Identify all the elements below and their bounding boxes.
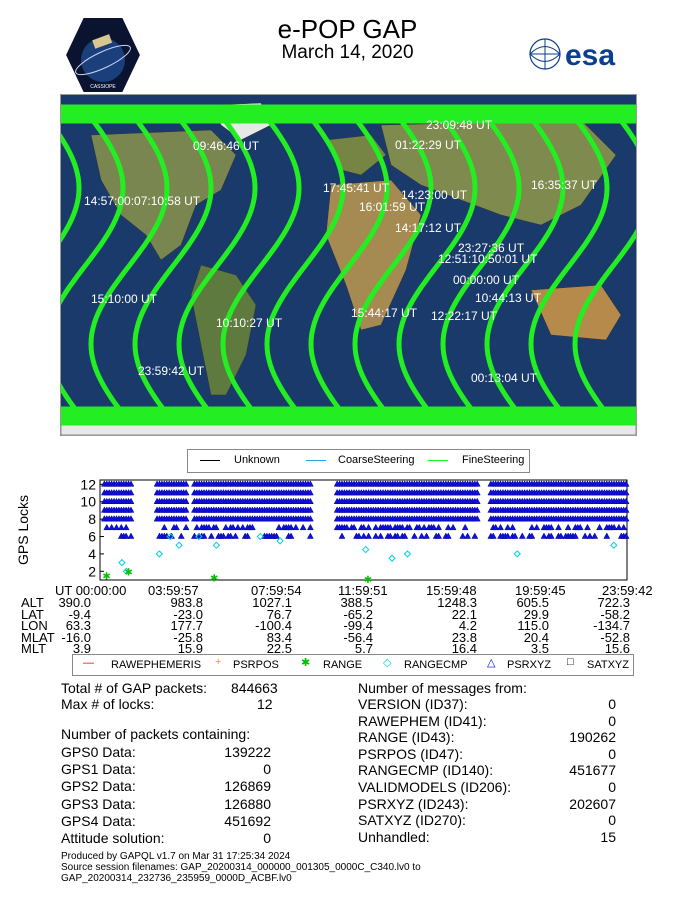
message-type-label: Unhandled: <box>358 828 430 845</box>
message-type-label: RAWEPHEM (ID41): <box>358 712 487 729</box>
psrxyz-point <box>128 533 134 539</box>
legend-line-fine <box>428 460 448 461</box>
message-type-value: 0 <box>608 812 616 829</box>
psrxyz-point <box>307 533 313 539</box>
table-row-label: MLAT <box>21 629 55 645</box>
mission-logo <box>63 15 143 95</box>
packet-type-label: GPS2 Data: <box>61 778 136 795</box>
psrxyz-point <box>565 524 571 530</box>
table-cell: 605.5 <box>516 595 549 610</box>
legend-label-fine: FineSteering <box>462 454 525 466</box>
rangecmp-marker: ◇ <box>383 657 392 669</box>
psrxyz-point <box>510 524 516 530</box>
message-type-label: VALIDMODELS (ID206): <box>358 779 512 795</box>
table-cell: -134.7 <box>593 618 630 633</box>
message-type-value: 0 <box>608 779 616 795</box>
track-time-label: 23:27:36 UT <box>458 241 525 255</box>
table-cell: 29.9 <box>523 606 549 622</box>
psrxyz-point <box>424 533 430 539</box>
message-type-label: SATXYZ (ID270): <box>358 812 466 829</box>
legend2-label-rawephemeris: RAWEPHEMERIS <box>111 659 202 671</box>
gps-locks-chart <box>0 475 695 585</box>
table-cell: 388.5 <box>340 595 373 610</box>
steering-legend <box>187 449 530 473</box>
table-cell: -100.4 <box>255 618 292 633</box>
table-cell: -52.8 <box>600 629 630 645</box>
y-tick-label: 6 <box>88 528 96 545</box>
psrxyz-point <box>161 524 167 530</box>
table-cell: 3.9 <box>72 641 91 656</box>
table-cell: 23.8 <box>451 629 477 645</box>
ground-track-band-north <box>61 107 636 121</box>
psrxyz-point <box>592 533 598 539</box>
track-time-label: 23:09:48 UT <box>426 118 493 132</box>
table-cell: -99.4 <box>343 618 373 633</box>
track-time-label: 10:10:27 UT <box>216 316 283 330</box>
ground-track-map <box>60 94 637 436</box>
total-packets-value: 844663 <box>231 680 278 696</box>
rangecmp-point <box>389 555 395 561</box>
footer-produced-by: Produced by GAPQL v1.7 on Mar 31 17:25:34 2024 <box>61 851 291 862</box>
right-stats <box>358 680 618 845</box>
track-time-label: 10:44:13 UT <box>475 291 542 305</box>
psrxyz-point <box>597 524 603 530</box>
message-type-value: 0 <box>608 745 616 762</box>
table-cell: 722.3 <box>597 595 630 610</box>
table-cell: -65.2 <box>343 606 373 622</box>
psrxyz-point <box>366 533 372 539</box>
table-cell: 83.4 <box>266 629 292 645</box>
message-legend <box>72 654 634 676</box>
containing-heading: Number of packets containing: <box>61 726 251 742</box>
table-cell: -9.4 <box>68 606 91 622</box>
psrxyz-point <box>366 524 372 530</box>
satxyz-marker: □ <box>567 656 574 668</box>
packet-type-value: 126869 <box>224 778 271 795</box>
psrxyz-point <box>604 533 610 539</box>
message-type-label: PSRXYZ (ID243): <box>358 795 469 812</box>
gps-points <box>101 481 629 585</box>
track-time-label: 16:01:59 UT <box>359 200 426 214</box>
table-cell: 22.1 <box>451 606 477 622</box>
packet-type-label: Attitude solution: <box>61 830 165 846</box>
packet-type-label: GPS0 Data: <box>61 744 136 760</box>
psrxyz-point <box>123 524 129 530</box>
track-time-label: 00:13:04 UT <box>471 371 538 385</box>
table-cell: 390.0 <box>58 595 91 610</box>
psrxyz-point <box>465 533 471 539</box>
table-cell: 1027.1 <box>252 595 292 610</box>
legend2-label-rangecmp: RANGECMP <box>404 659 468 671</box>
table-cell: 15.6 <box>604 641 630 656</box>
range-point: ✱ <box>209 573 219 585</box>
total-packets-label: Total # of GAP packets: <box>61 680 208 696</box>
y-axis-label: GPS Locks <box>15 494 31 566</box>
psrxyz-point <box>621 524 627 530</box>
time-1: 03:59:57 <box>148 583 199 598</box>
message-type-label: PSRPOS (ID47): <box>358 745 464 762</box>
table-cell: -25.8 <box>173 629 203 645</box>
psrxyz-point <box>584 524 590 530</box>
message-type-label: VERSION (ID37): <box>358 696 468 712</box>
table-row-label: LAT <box>21 606 44 622</box>
table-cell: 22.5 <box>266 641 292 656</box>
message-type-label: RANGECMP (ID140): <box>358 762 494 779</box>
table-cell: 20.4 <box>523 629 549 645</box>
psrxyz-point <box>339 533 345 539</box>
esa-logo <box>527 34 637 74</box>
rangecmp-point <box>611 542 617 548</box>
range-marker: ✱ <box>301 657 311 669</box>
rangecmp-point <box>363 547 369 553</box>
message-type-value: 15 <box>600 828 616 845</box>
psrxyz-point <box>208 533 214 539</box>
page-title: e-POP GAP <box>277 14 418 44</box>
legend-label-coarse: CoarseSteering <box>338 454 415 466</box>
track-time-label: 16:35:37 UT <box>531 178 598 192</box>
packet-type-label: GPS1 Data: <box>61 761 136 778</box>
message-type-value: 0 <box>608 712 616 729</box>
legend-label-unknown: Unknown <box>234 454 280 466</box>
legend-line-unknown <box>200 460 220 461</box>
track-time-label: 14:57:00:07:10:58 UT <box>84 194 201 208</box>
track-time-label: 15:44:17 UT <box>351 306 418 320</box>
time-6: 23:59:42 <box>602 583 653 598</box>
y-tick-label: 8 <box>88 511 96 528</box>
rangecmp-point <box>514 551 520 557</box>
track-time-label: 15:10:00 UT <box>91 292 158 306</box>
table-cell: 76.7 <box>266 606 292 622</box>
packet-type-value: 0 <box>263 761 271 778</box>
psrxyz-point <box>307 524 313 530</box>
packet-type-value: 451692 <box>224 812 271 829</box>
messages-heading: Number of messages from: <box>358 680 527 696</box>
max-locks-value: 12 <box>257 696 273 712</box>
message-type-value: 190262 <box>569 729 616 746</box>
range-point: ✱ <box>102 571 111 583</box>
table-cell: -56.4 <box>343 629 373 645</box>
packet-type-value: 0 <box>263 830 271 846</box>
psrxyz-marker: △ <box>487 657 496 669</box>
table-cell: 983.8 <box>170 595 203 610</box>
rangecmp-point <box>213 542 219 548</box>
legend2-label-range: RANGE <box>323 659 363 671</box>
table-row-label: MLT <box>21 641 47 656</box>
table-cell: 1248.3 <box>437 595 477 610</box>
max-locks-label: Max # of locks: <box>61 696 155 712</box>
message-type-label: RANGE (ID43): <box>358 729 455 746</box>
time-4: 15:59:48 <box>426 583 477 598</box>
psrxyz-point <box>462 524 468 530</box>
psrpos-marker: + <box>215 656 222 668</box>
legend2-label-psrxyz: PSRXYZ <box>507 659 552 671</box>
message-type-value: 0 <box>608 696 616 712</box>
psrxyz-point <box>519 533 525 539</box>
range-point: ✱ <box>363 575 373 585</box>
psrxyz-point <box>378 533 384 539</box>
table-cell: 115.0 <box>517 618 549 633</box>
psrxyz-point <box>436 524 442 530</box>
psrxyz-point <box>534 524 540 530</box>
packet-type-label: GPS4 Data: <box>61 812 136 829</box>
footer-source-line: Source session filenames: GAP_20200314_000000_001305_0000C_C340.lv0 to <box>61 862 421 873</box>
legend2-label-psrpos: PSRPOS <box>233 659 279 671</box>
time-5: 19:59:45 <box>515 583 566 598</box>
table-cell: 4.2 <box>458 618 477 633</box>
message-type-value: 202607 <box>569 795 616 812</box>
rangecmp-point <box>156 551 162 557</box>
psrxyz-point <box>183 524 189 530</box>
y-tick-label: 4 <box>88 545 96 562</box>
psrxyz-point <box>472 533 478 539</box>
table-cell: -58.2 <box>600 606 630 622</box>
footer <box>61 851 661 884</box>
psrxyz-point <box>293 524 299 530</box>
time-2: 07:59:54 <box>251 583 302 598</box>
table-cell: 3.5 <box>530 641 549 656</box>
y-tick-label: 2 <box>88 563 96 580</box>
track-time-label: 01:22:29 UT <box>395 138 462 152</box>
range-point: ✱ <box>124 567 133 579</box>
left-stats <box>61 680 321 846</box>
psrxyz-point <box>411 533 417 539</box>
track-time-label: 12:22:17 UT <box>431 309 498 323</box>
packet-type-value: 139222 <box>224 744 271 760</box>
psrxyz-point <box>498 524 504 530</box>
time-table <box>21 583 695 656</box>
table-cell: 63.3 <box>65 618 91 633</box>
table-cell: -23.0 <box>173 606 203 622</box>
track-time-label: 23:59:42 UT <box>138 364 205 378</box>
psrxyz-point <box>300 524 306 530</box>
psrxyz-point <box>232 533 238 539</box>
rangecmp-point <box>176 542 182 548</box>
time-0: UT 00:00:00 <box>55 583 127 598</box>
rawephemeris-marker: — <box>83 657 94 669</box>
mission-logo-text: CASSIOPE <box>90 84 116 90</box>
ground-track-band-south <box>61 409 636 423</box>
table-row-label: ALT <box>21 595 44 610</box>
track-time-label: 00:00:00 UT <box>453 273 520 287</box>
y-tick-label: 10 <box>80 493 96 510</box>
report-date: March 14, 2020 <box>281 42 414 63</box>
psrxyz-point <box>450 524 456 530</box>
table-cell: 177.7 <box>170 618 203 633</box>
legend2-label-satxyz: SATXYZ <box>587 659 629 671</box>
packet-type-label: GPS3 Data: <box>61 795 136 812</box>
track-time-label: 14:17:12 UT <box>395 221 462 235</box>
legend-line-coarse <box>306 460 326 461</box>
track-time-label: 14:23:00 UT <box>401 188 468 202</box>
table-cell: 5.7 <box>354 641 373 656</box>
table-cell: 16.4 <box>451 641 477 656</box>
track-time-label: 09:46:46 UT <box>193 139 260 153</box>
rangecmp-point <box>119 560 125 566</box>
time-3: 11:59:51 <box>338 583 388 598</box>
message-type-value: 451677 <box>569 762 616 779</box>
table-cell: 15.9 <box>177 641 203 656</box>
footer-source-line-2: GAP_20200314_232736_235959_0000D_ACBF.lv0 <box>61 873 292 884</box>
psrxyz-point <box>555 524 561 530</box>
y-tick-label: 12 <box>80 476 96 493</box>
esa-logo-text: esa <box>565 39 616 72</box>
rangecmp-point <box>404 551 410 557</box>
packet-type-value: 126880 <box>224 795 271 812</box>
track-time-label: 17:45:41 UT <box>323 181 390 195</box>
track-time-label: 12:51:10:50:01 UT <box>438 252 538 266</box>
psrxyz-point <box>178 533 184 539</box>
table-row-label: LON <box>21 618 48 633</box>
table-cell: -16.0 <box>61 629 91 645</box>
